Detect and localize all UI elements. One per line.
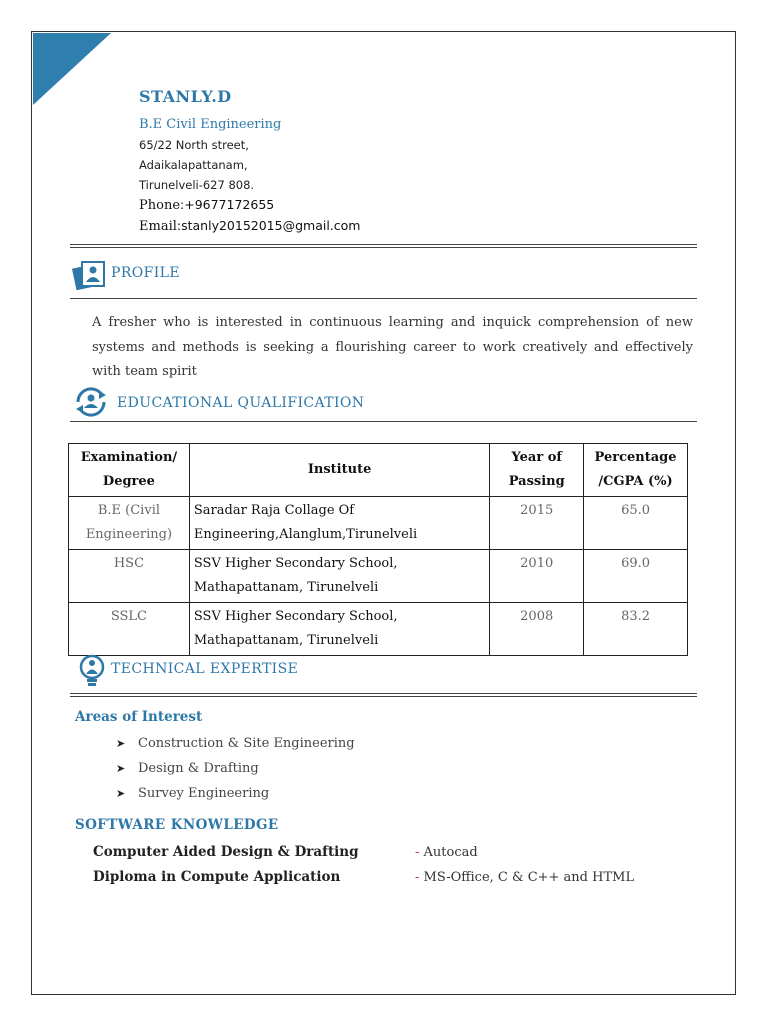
technical-title: TECHNICAL EXPERTISE xyxy=(111,661,299,677)
candidate-degree: B.E Civil Engineering xyxy=(139,117,282,132)
header-year: Year of Passing xyxy=(490,444,584,497)
row-institute: SSV Higher Secondary School, Mathapattanam, Tirunelveli xyxy=(189,603,489,656)
dash: - xyxy=(415,870,420,885)
phone-value: :+9677172655 xyxy=(180,197,275,212)
email-label: Email xyxy=(139,219,177,234)
address-line-2: Adaikalapattanam, xyxy=(139,158,248,172)
software-value xyxy=(415,845,478,860)
education-icon xyxy=(72,386,110,418)
education-table xyxy=(68,443,688,656)
row-degree: SSLC xyxy=(69,603,190,656)
table-row xyxy=(69,550,688,603)
arrow-bullet-icon: ➤ xyxy=(116,762,126,775)
email xyxy=(139,218,360,234)
row-year: 2008 xyxy=(490,603,584,656)
software-title: SOFTWARE KNOWLEDGE xyxy=(75,817,279,833)
row-year: 2010 xyxy=(490,550,584,603)
email-value: :stanly20152015@gmail.com xyxy=(176,218,361,233)
address-line-1: 65/22 North street, xyxy=(139,138,249,152)
software-value-text: MS-Office, C & C++ and HTML xyxy=(419,870,635,885)
row-percentage: 65.0 xyxy=(584,497,688,550)
row-institute: Saradar Raja Collage Of Engineering,Alanglum,Tirunelveli xyxy=(189,497,489,550)
list-item xyxy=(116,761,259,776)
list-item xyxy=(116,786,269,801)
row-degree: B.E (Civil Engineering) xyxy=(69,497,190,550)
row-percentage: 69.0 xyxy=(584,550,688,603)
arrow-bullet-icon: ➤ xyxy=(116,787,126,800)
education-divider xyxy=(70,421,697,422)
candidate-name: STANLY.D xyxy=(139,87,232,106)
row-percentage: 83.2 xyxy=(584,603,688,656)
phone-label: Phone xyxy=(139,198,181,213)
arrow-bullet-icon: ➤ xyxy=(116,737,126,750)
area-label: Construction & Site Engineering xyxy=(138,736,355,751)
profile-icon xyxy=(72,260,108,292)
list-item xyxy=(116,736,355,751)
area-label: Survey Engineering xyxy=(138,786,270,801)
technical-divider xyxy=(70,693,697,697)
lightbulb-icon xyxy=(78,654,106,688)
area-label: Design & Drafting xyxy=(138,761,259,776)
phone xyxy=(139,197,274,213)
table-header-row xyxy=(69,444,688,497)
software-label: Computer Aided Design & Drafting xyxy=(93,844,359,860)
dash: - xyxy=(415,845,420,860)
software-value-text: Autocad xyxy=(419,845,478,860)
header-divider xyxy=(70,244,697,248)
profile-divider xyxy=(70,298,697,299)
header-percentage: Percentage /CGPA (%) xyxy=(584,444,688,497)
header-institute: Institute xyxy=(189,444,489,497)
corner-decoration xyxy=(33,33,111,105)
header-exam: Examination/ Degree xyxy=(69,444,190,497)
row-institute: SSV Higher Secondary School, Mathapattanam, Tirunelveli xyxy=(189,550,489,603)
table-row xyxy=(69,497,688,550)
profile-text: A fresher who is interested in continuous learning and inquick comprehension of new systems and methods is seeking a flourishing career to work creatively and effectively with team spirit xyxy=(92,315,693,379)
software-value xyxy=(415,870,634,885)
table-row xyxy=(69,603,688,656)
profile-title: PROFILE xyxy=(111,265,180,281)
address-line-3: Tirunelveli-627 808. xyxy=(139,178,255,192)
software-label: Diploma in Compute Application xyxy=(93,869,341,885)
row-year: 2015 xyxy=(490,497,584,550)
row-degree: HSC xyxy=(69,550,190,603)
education-title: EDUCATIONAL QUALIFICATION xyxy=(117,395,365,411)
areas-title: Areas of Interest xyxy=(75,709,203,725)
